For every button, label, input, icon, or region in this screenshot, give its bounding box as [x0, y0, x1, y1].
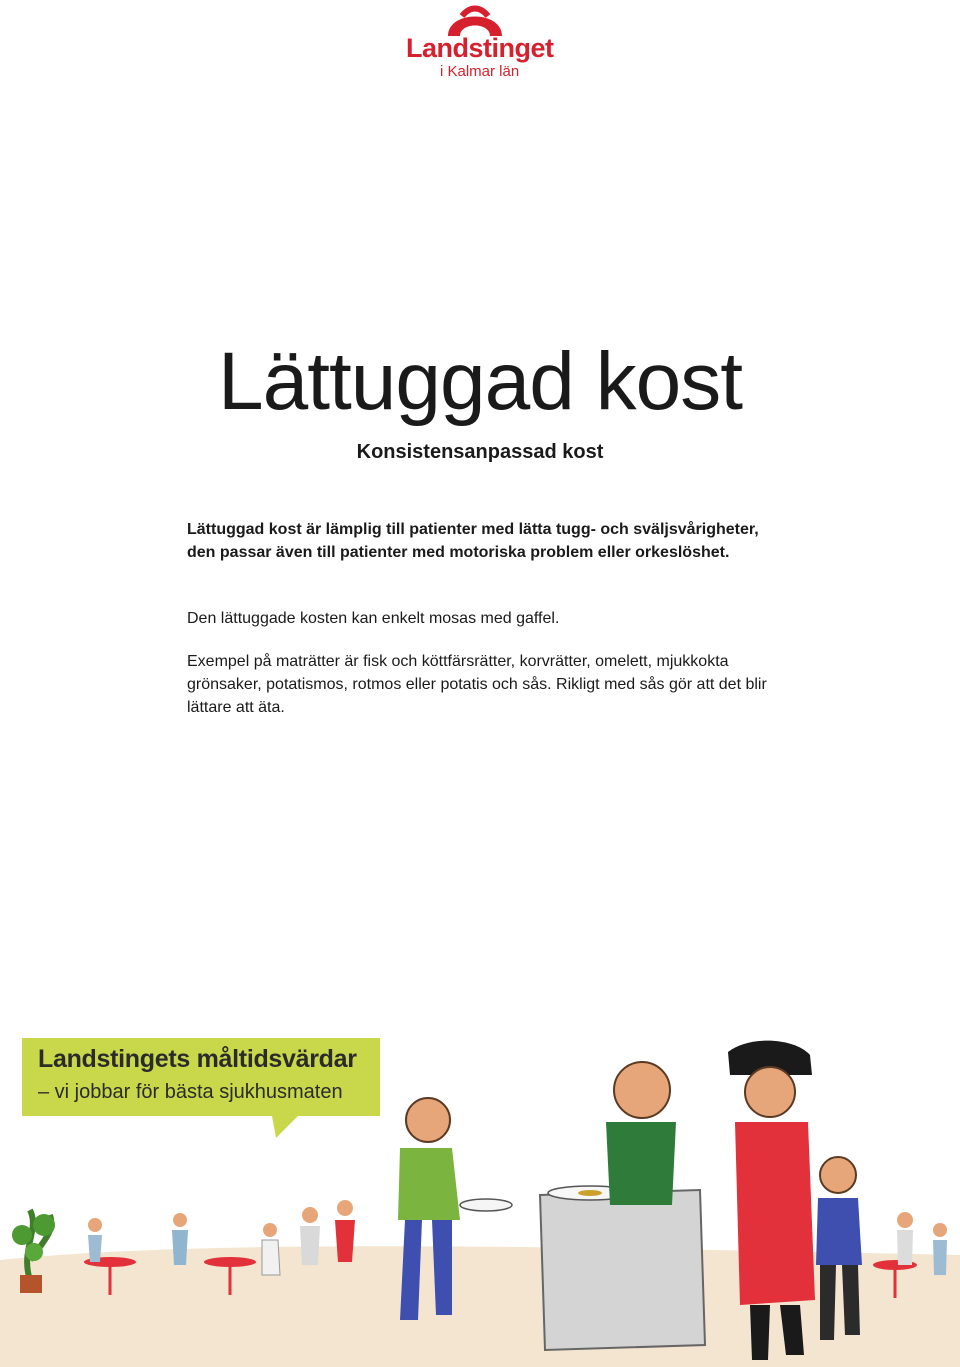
page-title: Lättuggad kost	[218, 336, 742, 427]
banner-subtitle: – vi jobbar för bästa sjukhusmaten	[38, 1081, 343, 1103]
logo-subtitle: i Kalmar län	[440, 63, 520, 80]
page-subtitle: Konsistensanpassad kost	[356, 441, 604, 463]
landstinget-logo	[400, 2, 554, 82]
mash-paragraph: Den lättuggade kosten kan enkelt mosas med gaffel.	[187, 610, 560, 627]
intro-paragraph: Lättuggad kost är lämplig till patienter med lätta tugg- och sväljsvårigheter, den passar även till patienter med motoriska problem eller orkeslöshet.	[187, 521, 759, 561]
logo-name: Landstinget	[406, 33, 554, 63]
examples-paragraph: Exempel på maträtter är fisk och köttfärsrätter, korvrätter, omelett, mjukkokta grönsaker, potatismos, rotmos eller potatis och sås. Rikligt med sås gör att det blir lättare att äta.	[187, 653, 767, 716]
banner-title: Landstingets måltidsvärdar	[38, 1045, 357, 1073]
